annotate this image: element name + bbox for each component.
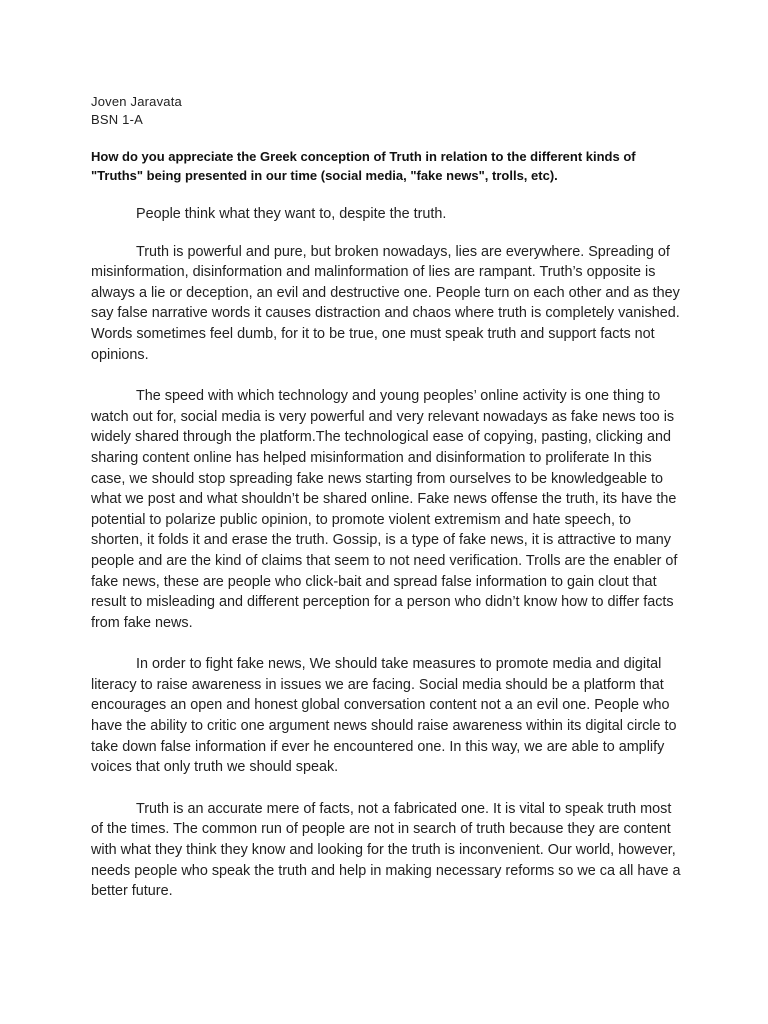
paragraph-3: The speed with which technology and young peoples’ online activity is one thing to watch out for, social media is very powerful and very relevant nowadays as fake news too is widely shared through the platform.The technological ease of copying, pasting, clicking and sharing content online has helped misinformation and disinformation to proliferate In this case, we should stop spreading fake news starting from ourselves to be knowledgeable to what we post and what shouldn’t be shared online. Fake news offense the truth, its have the potential to polarize public opinion, to promote violent extremism and hate speech, to shorten, it folds it and erase the truth. Gossip, is a type of fake news, it is attractive to many people and are the kind of claims that seem to not need verification. Trolls are the enabler of fake news, these are people who click-bait and spread false information to gain clout that result to misleading and different perception for a person who didn’t know how to differ facts from fake news. <box>91 388 678 631</box>
document-body <box>91 93 681 902</box>
paragraph-5: Truth is an accurate mere of facts, not a fabricated one. It is vital to speak truth most of the times. The common run of people are not in search of truth because they are content with what they think they know and looking for the truth is inconvenient. Our world, however, needs people who speak the truth and help in making necessary reforms so we ca all have a better future. <box>91 800 681 900</box>
essay-question: How do you appreciate the Greek conception of Truth in relation to the different kinds of "Truths" being presented in our time (social media, "fake news", trolls, etc). <box>91 149 636 183</box>
paragraph-4: In order to fight fake news, We should take measures to promote media and digital literacy to raise awareness in issues we are facing. Social media should be a platform that encourages an open and honest global conversation content not a an evil one. People who have the ability to critic one argument news should raise awareness within its digital circle to take down false information if ever he encountered one. In this way, we are able to amplify voices that only truth we should speak. <box>91 656 677 776</box>
paragraph-2: Truth is powerful and pure, but broken nowadays, lies are everywhere. Spreading of misinformation, disinformation and malinformation of lies are rampant. Truth’s opposite is always a lie or deception, an evil and destructive one. People turn on each other and as they say false narrative words it causes distraction and chaos where truth is completely vanished. Words sometimes feel dumb, for it to be true, one must speak truth and support facts not opinions. <box>91 243 680 363</box>
paragraph-1: People think what they want to, despite the truth. <box>136 206 447 222</box>
author-name: Joven Jaravata <box>91 94 182 109</box>
class-section: BSN 1-A <box>91 112 143 127</box>
